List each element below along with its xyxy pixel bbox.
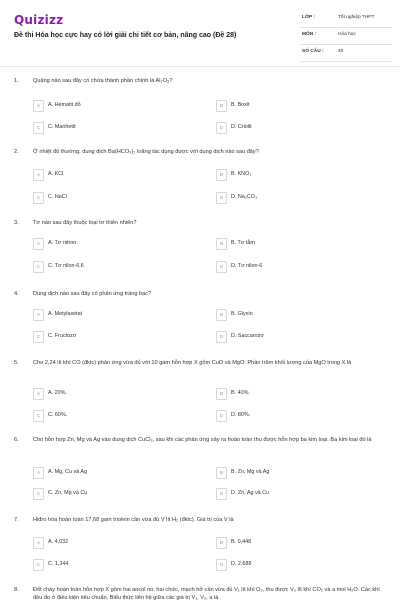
option-c[interactable] xyxy=(33,122,203,134)
option-text: C. Tơ nilon-6,6 xyxy=(48,263,84,269)
option-letter-box: A xyxy=(33,100,44,112)
option-a[interactable] xyxy=(33,537,203,549)
option-b[interactable] xyxy=(216,238,386,250)
option-b[interactable] xyxy=(216,537,386,549)
meta-row-question-count xyxy=(300,47,392,62)
document-header xyxy=(0,0,400,67)
option-text: B. 40%. xyxy=(231,390,250,396)
option-letter-box: B xyxy=(216,309,227,321)
option-letter-box: A xyxy=(33,537,44,549)
option-letter-box: D xyxy=(216,559,227,571)
option-text: D. Criolit xyxy=(231,124,252,130)
option-letter-box: B xyxy=(216,100,227,112)
option-letter-box: A xyxy=(33,238,44,250)
option-letter-box: A xyxy=(33,467,44,479)
option-letter-box: C xyxy=(33,410,44,422)
question-text: Tơ nào sau đây thuộc loại tơ thiên nhiên? xyxy=(33,220,137,226)
option-a[interactable] xyxy=(33,169,203,181)
option-letter-box: B xyxy=(216,169,227,181)
option-d[interactable] xyxy=(216,331,386,343)
meta-row-subject xyxy=(300,30,392,45)
question-text: Cho 2,24 lít khí CO (đktc) phản ứng vừa đủ với 10 gam hỗn hợp X gồm CuO và MgO. Phần trăm khối lượng của MgO trong X là xyxy=(33,360,352,366)
option-b[interactable] xyxy=(216,169,386,181)
meta-value: 40 xyxy=(338,49,344,54)
option-text: D. Tơ nilon-6 xyxy=(231,263,263,269)
option-b[interactable] xyxy=(216,100,386,112)
option-text: B. Glyxin xyxy=(231,311,253,317)
option-letter-box: D xyxy=(216,192,227,204)
question-text: Quặng nào sau đây có chứa thành phần chính là Al₂O₃? xyxy=(33,78,173,84)
option-text: D. Na₂CO₃ xyxy=(231,194,258,200)
question-number: 4. xyxy=(14,291,19,297)
option-text: A. Metylaxetat xyxy=(48,311,83,317)
option-letter-box: B xyxy=(216,537,227,549)
option-text: A. 20%. xyxy=(48,390,67,396)
option-letter-box: A xyxy=(33,388,44,400)
option-text: C. NaCl xyxy=(48,194,67,200)
option-text: C. Zn, Mg và Cu xyxy=(48,490,88,496)
option-letter-box: C xyxy=(33,559,44,571)
option-text: D. 2,688 xyxy=(231,561,252,567)
option-letter-box: A xyxy=(33,169,44,181)
option-text: A. Hematit đỏ xyxy=(48,102,81,108)
option-c[interactable] xyxy=(33,261,203,273)
option-text: C. Fructozơ xyxy=(48,333,77,339)
option-text: B. Zn, Mg và Ag xyxy=(231,469,270,475)
option-d[interactable] xyxy=(216,488,386,500)
option-letter-box: D xyxy=(216,410,227,422)
option-a[interactable] xyxy=(33,238,203,250)
option-b[interactable] xyxy=(216,467,386,479)
question-number: 2. xyxy=(14,149,19,155)
document-title: Đề thi Hóa học cực hay có lời giải chi tiết cơ bản, nâng cao (Đề 28) xyxy=(14,32,237,39)
option-letter-box: C xyxy=(33,122,44,134)
question-number: 7. xyxy=(14,517,19,523)
option-text: B. KNO₃ xyxy=(231,171,252,177)
option-c[interactable] xyxy=(33,331,203,343)
option-text: A. KCl xyxy=(48,171,64,177)
option-text: D. Zn, Ag và Cu xyxy=(231,490,270,496)
option-d[interactable] xyxy=(216,410,386,422)
option-b[interactable] xyxy=(216,309,386,321)
option-text: B. Boxit xyxy=(231,102,250,108)
option-letter-box: B xyxy=(216,467,227,479)
quizizz-logo: Quizizz xyxy=(14,13,64,27)
meta-value: Hóa học xyxy=(338,32,356,37)
option-letter-box: C xyxy=(33,331,44,343)
option-letter-box: D xyxy=(216,488,227,500)
option-text: C. Manhetit xyxy=(48,124,76,130)
option-text: D. 80%. xyxy=(231,412,251,418)
option-letter-box: B xyxy=(216,388,227,400)
option-d[interactable] xyxy=(216,192,386,204)
option-text: D. Saccarozơ xyxy=(231,333,264,339)
meta-label: SỐ CÂU : xyxy=(302,49,324,54)
option-letter-box: D xyxy=(216,331,227,343)
option-a[interactable] xyxy=(33,467,203,479)
option-letter-box: D xyxy=(216,261,227,273)
meta-row-class xyxy=(300,13,392,28)
meta-value: Tốt nghiệp THPT xyxy=(338,15,375,20)
option-c[interactable] xyxy=(33,192,203,204)
option-a[interactable] xyxy=(33,309,203,321)
option-c[interactable] xyxy=(33,488,203,500)
option-text: C. 1,344 xyxy=(48,561,69,567)
question-number: 1. xyxy=(14,78,19,84)
question-text: Cho hỗn hợp Zn, Mg và Ag vào dung dịch CuCl₂, sau khi các phản ứng xảy ra hoàn toàn thu được hỗn hợp ba kim loại. Ba kim loại đó là xyxy=(33,437,372,443)
option-b[interactable] xyxy=(216,388,386,400)
option-text: A. Mg, Cu và Ag xyxy=(48,469,87,475)
option-d[interactable] xyxy=(216,559,386,571)
option-d[interactable] xyxy=(216,261,386,273)
question-text: Dung dịch nào sau đây có phản ứng tráng bạc? xyxy=(33,291,152,297)
question-text: Đốt cháy hoàn toàn hỗn hợp X gồm hai ancol no, hai chức, mạch hở cần vừa đủ V₁ lít khí O₂, thu được V₂ lít khí CO₂ và a mol H₂O. Các khí đều đo ở điều kiện tiêu chuẩn. Biểu thức liên hệ giữa các giá trị V₁, V₂, a là xyxy=(33,587,380,600)
question-number: 8. xyxy=(14,587,19,593)
option-c[interactable] xyxy=(33,410,203,422)
question-number: 3. xyxy=(14,220,19,226)
option-text: A. Tơ nitron xyxy=(48,240,77,246)
meta-label: LỚP : xyxy=(302,15,316,20)
option-a[interactable] xyxy=(33,388,203,400)
option-letter-box: D xyxy=(216,122,227,134)
option-letter-box: B xyxy=(216,238,227,250)
metadata-panel xyxy=(300,13,392,64)
option-d[interactable] xyxy=(216,122,386,134)
option-a[interactable] xyxy=(33,100,203,112)
option-letter-box: C xyxy=(33,261,44,273)
question-text: Ở nhiệt độ thường, dung dịch Ba(HCO₃)₂ loãng tác dụng được với dung dịch nào sau đây? xyxy=(33,149,259,155)
option-text: B. Tơ tằm xyxy=(231,240,255,246)
meta-label: MÔN : xyxy=(302,32,317,37)
question-number: 5. xyxy=(14,360,19,366)
question-text: Hiđro hóa hoàn toàn 17,68 gam triolein cần vừa đủ V lít H₂ (đktc). Giá trị của V là xyxy=(33,517,234,523)
option-text: B. 0,448 xyxy=(231,539,252,545)
option-text: C. 60%. xyxy=(48,412,68,418)
question-number: 6. xyxy=(14,437,19,443)
option-letter-box: C xyxy=(33,192,44,204)
option-text: A. 4,032 xyxy=(48,539,69,545)
option-letter-box: C xyxy=(33,488,44,500)
option-c[interactable] xyxy=(33,559,203,571)
option-letter-box: A xyxy=(33,309,44,321)
